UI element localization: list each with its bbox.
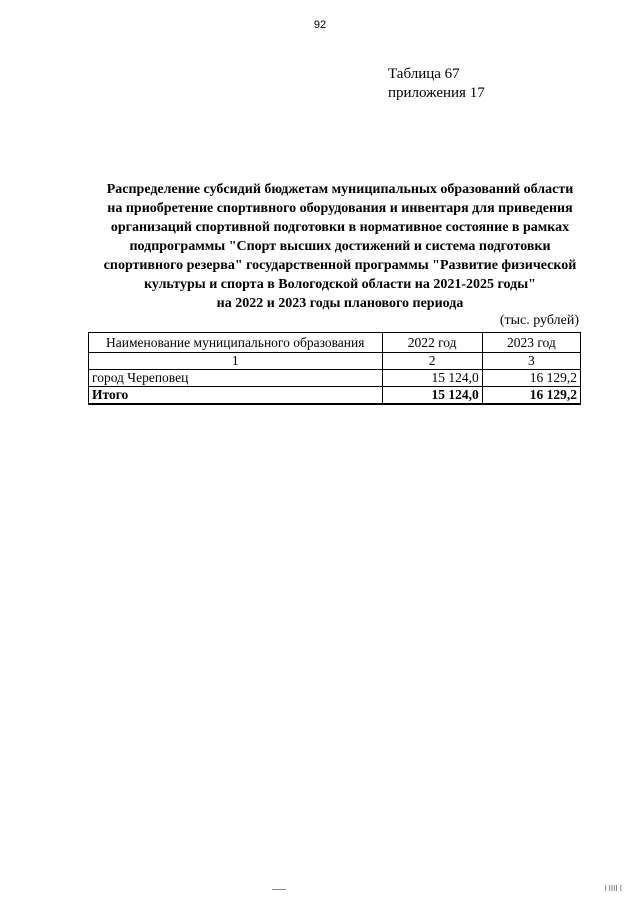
table-header-row (89, 333, 581, 353)
appendix-label: приложения 17 (388, 85, 485, 101)
title-line: культуры и спорта в Вологодской области на 2021-2025 годы" (144, 277, 536, 292)
footer-mark: I IIII I (604, 884, 622, 893)
total-2023: 16 129,2 (482, 387, 580, 405)
table-label: Таблица 67 (388, 66, 460, 82)
column-number-row (89, 353, 581, 370)
value-2022: 15 124,0 (382, 370, 482, 387)
municipality-name: город Череповец (89, 370, 383, 387)
header-2022: 2022 год (382, 333, 482, 353)
header-municipality: Наименование муниципального образования (89, 333, 383, 353)
title-line: организаций спортивной подготовки в нормативное состояние в рамках (110, 220, 570, 235)
footer-divider (272, 889, 286, 890)
document-title (70, 180, 610, 313)
column-number: 2 (382, 353, 482, 370)
value-2023: 16 129,2 (482, 370, 580, 387)
page-number: 92 (313, 19, 327, 31)
subsidy-table (88, 332, 581, 405)
units-label: (тыс. рублей) (499, 313, 579, 328)
title-line: подпрограммы "Спорт высших достижений и система подготовки (129, 239, 551, 254)
header-2023: 2023 год (482, 333, 580, 353)
total-label: Итого (89, 387, 383, 405)
table-reference (388, 65, 485, 103)
title-line: на приобретение спортивного оборудования и инвентаря для приведения (107, 201, 573, 216)
title-line: Распределение субсидий бюджетам муниципальных образований области (106, 182, 574, 197)
total-2022: 15 124,0 (382, 387, 482, 405)
total-row (89, 387, 581, 405)
column-number: 3 (482, 353, 580, 370)
title-line: на 2022 и 2023 годы планового периода (216, 296, 464, 311)
column-number: 1 (89, 353, 383, 370)
table-row (89, 370, 581, 387)
title-line: спортивного резерва" государственной программы "Развитие физической (103, 258, 577, 273)
